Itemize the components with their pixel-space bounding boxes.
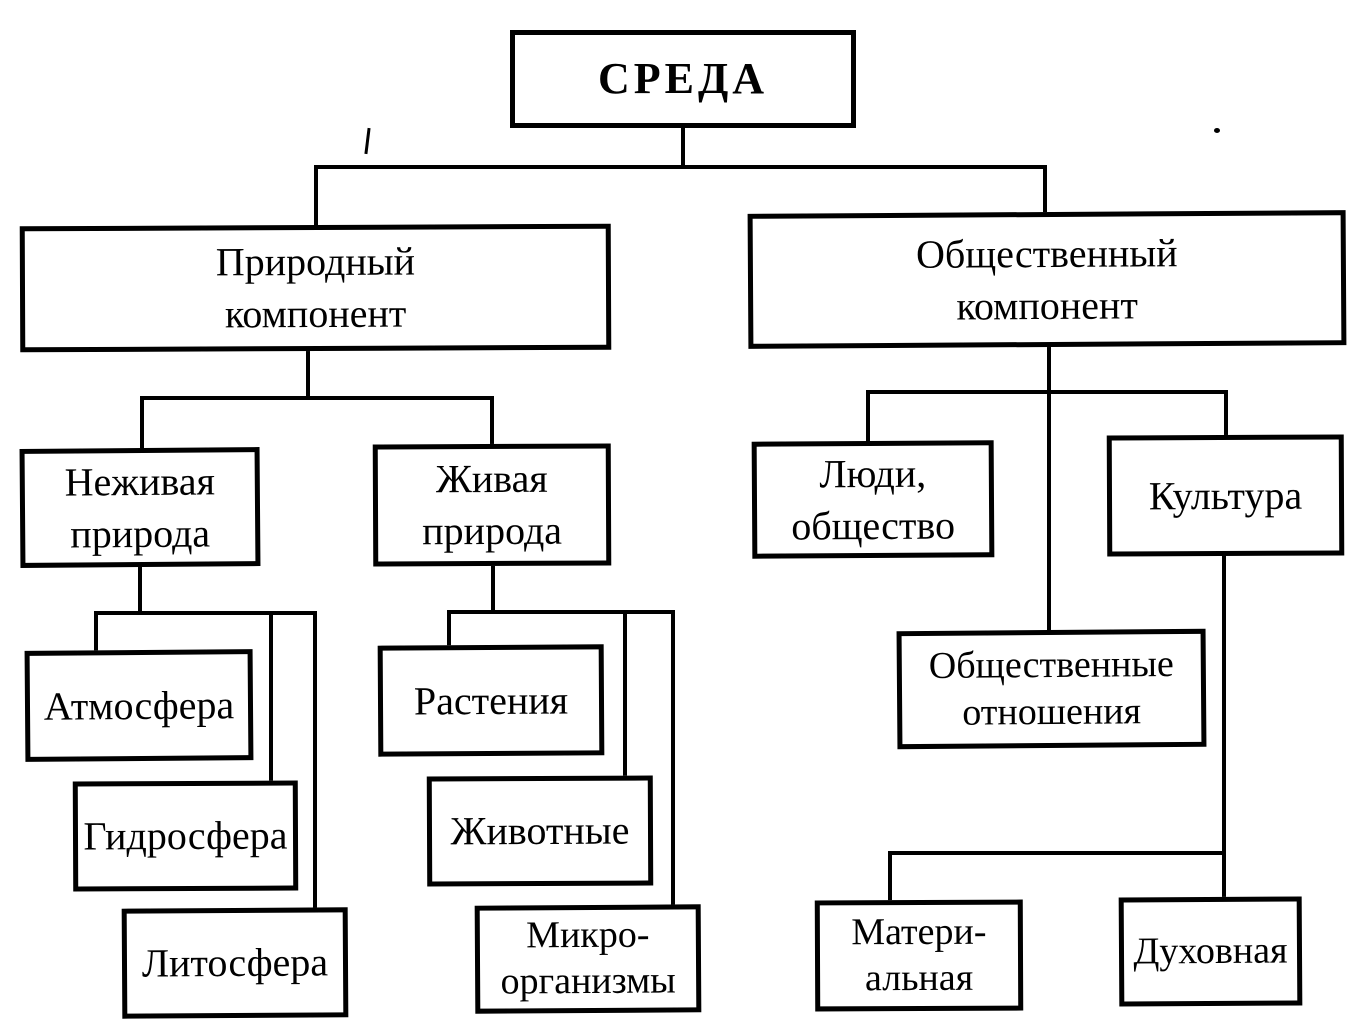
node-litosfera — [122, 907, 349, 1018]
node-lyudi-obshchestvo-line1: Люди, — [819, 450, 927, 496]
node-obshchestvennye-otnosheniya-line1: Общественные — [928, 642, 1174, 687]
connector-sreda-crossbar — [314, 165, 1047, 169]
connector-obshchestvenny-crossbar — [866, 390, 1228, 394]
node-obshchestvennye-otnosheniya — [897, 629, 1207, 749]
node-prirodny-komponent — [20, 224, 612, 353]
connector-drop-materialnaya — [888, 851, 892, 903]
connector-drop-dukhovnaya — [1222, 851, 1226, 900]
connector-drop-rasteniya — [447, 610, 451, 648]
node-obshchestvenny-komponent-line2: компонент — [956, 281, 1138, 329]
node-zhivotnye — [427, 776, 653, 887]
node-sreda-label: СРЕДА — [597, 53, 769, 103]
node-prirodny-komponent-line2: компонент — [224, 290, 407, 337]
node-materialnaya-line1: Матери- — [851, 910, 987, 954]
connector-prirodny-stem — [306, 348, 310, 400]
connector-kultura-stem — [1222, 553, 1226, 855]
node-rasteniya-label: Растения — [413, 677, 569, 724]
node-rasteniya — [378, 644, 605, 756]
node-lyudi-obshchestvo — [752, 440, 995, 558]
connector-drop-prirodny — [314, 165, 318, 227]
node-mikroorganizmy-line1: Микро- — [526, 914, 650, 957]
scan-tick-artifact — [364, 128, 370, 154]
connector-drop-atmosfera — [94, 611, 98, 653]
node-mikroorganizmy-line2: организмы — [500, 959, 676, 1003]
connector-drop-nezhivaya — [140, 396, 144, 451]
node-nezhivaya-priroda — [20, 447, 261, 568]
node-zhivaya-priroda-line1: Живая — [435, 455, 548, 502]
scan-dot-artifact — [1214, 128, 1220, 133]
connector-drop-kultura — [1224, 390, 1228, 438]
connector-nezhivaya-stem — [138, 565, 142, 615]
node-materialnaya — [815, 900, 1023, 1012]
node-gidrosfera-label: Гидросфера — [83, 812, 288, 859]
node-obshchestvenny-komponent — [748, 210, 1347, 349]
node-mikroorganizmy — [475, 904, 702, 1013]
connector-obshchestvenny-stem-to-otnosheniya — [1047, 344, 1051, 633]
connector-drop-zhivaya — [490, 396, 494, 447]
node-obshchestvennye-otnosheniya-line2: отношения — [962, 690, 1142, 734]
node-nezhivaya-priroda-line2: природа — [70, 509, 211, 557]
node-atmosfera-label: Атмосфера — [43, 682, 235, 729]
connector-kultura-crossbar — [888, 851, 1226, 855]
node-zhivaya-priroda-line2: природа — [422, 507, 563, 554]
connector-drop-gidrosfera — [269, 611, 273, 784]
connector-prirodny-crossbar — [140, 396, 494, 400]
node-sreda — [510, 30, 856, 128]
connector-drop-litosfera — [313, 611, 317, 911]
node-zhivotnye-label: Животные — [450, 808, 630, 854]
connector-drop-obshchestvenny — [1043, 165, 1047, 215]
node-nezhivaya-priroda-line1: Неживая — [64, 457, 216, 505]
connector-zhivaya-crossbar — [447, 610, 675, 614]
node-zhivaya-priroda — [373, 443, 612, 566]
node-gidrosfera — [73, 781, 298, 892]
node-litosfera-label: Литосфера — [141, 939, 329, 986]
connector-drop-mikroorganizmy — [671, 610, 675, 908]
node-lyudi-obshchestvo-line2: общество — [791, 501, 956, 548]
node-dukhovnaya — [1119, 896, 1303, 1006]
connector-drop-lyudi — [866, 390, 870, 444]
node-obshchestvenny-komponent-line1: Общественный — [915, 229, 1178, 277]
connector-nezhivaya-crossbar — [94, 611, 317, 615]
node-kultura-label: Культура — [1148, 472, 1303, 519]
node-dukhovnaya-label: Духовная — [1133, 929, 1288, 973]
connector-drop-zhivotnye — [623, 610, 627, 779]
node-kultura — [1107, 434, 1345, 556]
node-prirodny-komponent-line1: Природный — [215, 238, 416, 285]
node-materialnaya-line2: альная — [864, 956, 974, 999]
connector-zhivaya-stem — [491, 564, 495, 614]
node-atmosfera — [25, 649, 254, 762]
connector-sreda-stem — [681, 124, 685, 169]
